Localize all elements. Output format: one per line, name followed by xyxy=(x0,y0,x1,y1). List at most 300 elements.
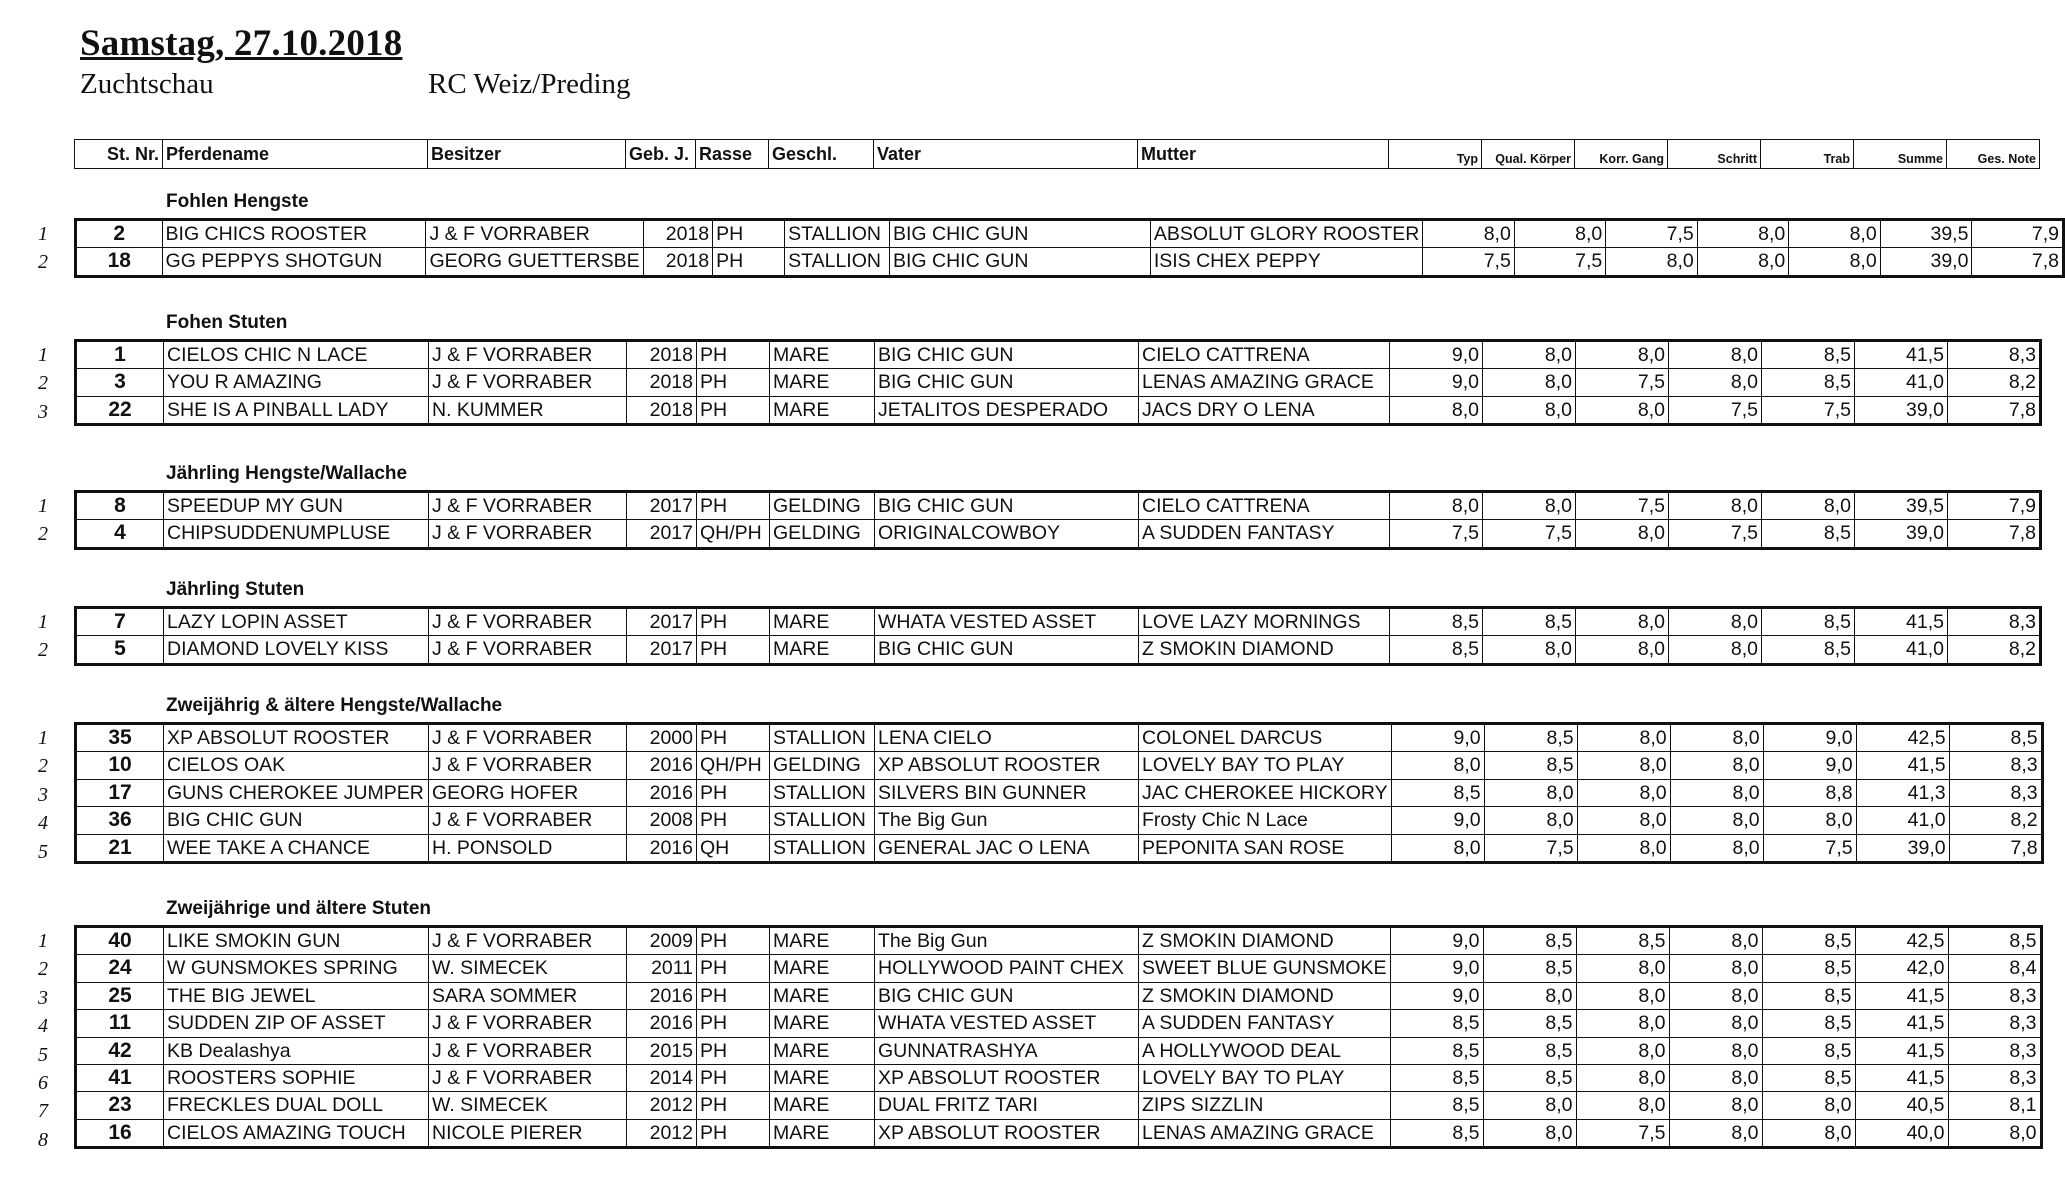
table-cell: J & F VORRABER xyxy=(429,752,627,779)
table-row xyxy=(76,834,2043,862)
table-cell: ROOSTERS SOPHIE xyxy=(164,1065,429,1092)
table-cell: 7,5 xyxy=(1762,396,1855,424)
table-cell: 2009 xyxy=(627,927,697,955)
table-cell: 8,0 xyxy=(1669,1037,1762,1064)
table-cell: 2011 xyxy=(627,955,697,982)
table-cell: 8,5 xyxy=(1483,1065,1576,1092)
column-header: Geb. J. xyxy=(626,140,696,169)
table-cell: 8,5 xyxy=(1483,955,1576,982)
table-cell: 2016 xyxy=(627,779,697,806)
rank-number: 1 xyxy=(38,611,48,633)
table-cell: 2018 xyxy=(627,369,697,396)
table-cell: 8,0 xyxy=(1576,341,1669,369)
table-cell: STALLION xyxy=(770,807,875,834)
table-cell: 1 xyxy=(76,341,164,369)
table-row xyxy=(76,396,2041,424)
table-cell: 2017 xyxy=(627,608,697,636)
table-row xyxy=(76,807,2043,834)
section-table xyxy=(74,490,2042,550)
table-cell: BIG CHIC GUN xyxy=(875,636,1139,664)
table-cell: SILVERS BIN GUNNER xyxy=(875,779,1139,806)
table-cell: W. SIMECEK xyxy=(429,1092,627,1119)
table-cell: PH xyxy=(697,396,770,424)
table-cell: 8,0 xyxy=(1577,724,1670,752)
table-cell: WHATA VESTED ASSET xyxy=(875,608,1139,636)
table-cell: GUNS CHEROKEE JUMPER xyxy=(164,779,429,806)
table-cell: GUNNATRASHYA xyxy=(875,1037,1139,1064)
column-header: Qual. Körper xyxy=(1482,140,1575,169)
table-cell: BIG CHICS ROOSTER xyxy=(162,220,426,248)
table-cell: MARE xyxy=(770,608,875,636)
table-cell: LOVELY BAY TO PLAY xyxy=(1139,752,1392,779)
table-cell: MARE xyxy=(770,369,875,396)
rank-number: 1 xyxy=(38,930,48,952)
table-cell: STALLION xyxy=(770,834,875,862)
table-cell: 40 xyxy=(76,927,164,955)
table-cell: 2017 xyxy=(627,492,697,520)
table-cell: STALLION xyxy=(770,724,875,752)
table-cell: PEPONITA SAN ROSE xyxy=(1139,834,1392,862)
table-cell: 7,5 xyxy=(1390,520,1483,548)
rank-number: 1 xyxy=(38,727,48,749)
table-cell: 8,5 xyxy=(1762,520,1855,548)
rank-number: 2 xyxy=(38,958,48,981)
table-row xyxy=(76,1037,2042,1064)
table-cell: YOU R AMAZING xyxy=(164,369,429,396)
column-header: Geschl. xyxy=(769,140,874,169)
table-cell: 8,0 xyxy=(1669,982,1762,1009)
table-cell: 8,0 xyxy=(1576,1092,1669,1119)
table-cell: 8,5 xyxy=(1762,982,1855,1009)
column-header: Besitzer xyxy=(428,140,626,169)
table-cell: 8,0 xyxy=(1576,1037,1669,1064)
table-cell: JAC CHEROKEE HICKORY xyxy=(1139,779,1392,806)
table-cell: 2016 xyxy=(627,982,697,1009)
table-cell: ISIS CHEX PEPPY xyxy=(1150,248,1423,276)
section-table xyxy=(74,925,2043,1149)
table-cell: 41,0 xyxy=(1855,636,1948,664)
table-cell: 2012 xyxy=(627,1119,697,1147)
table-cell: 17 xyxy=(76,779,164,806)
table-cell: 9,0 xyxy=(1763,752,1856,779)
table-cell: JACS DRY O LENA xyxy=(1139,396,1390,424)
table-cell: STALLION xyxy=(785,220,890,248)
table-cell: 8,5 xyxy=(1948,927,2041,955)
table-cell: GEORG GUETTERSBE xyxy=(426,248,643,276)
table-cell: ZIPS SIZZLIN xyxy=(1139,1092,1391,1119)
table-cell: PH xyxy=(697,927,770,955)
table-cell: J & F VORRABER xyxy=(429,492,627,520)
table-cell: 7,5 xyxy=(1606,220,1697,248)
table-cell: 2016 xyxy=(627,752,697,779)
table-cell: PH xyxy=(697,369,770,396)
table-cell: 8,5 xyxy=(1484,724,1577,752)
table-cell: 39,0 xyxy=(1856,834,1949,862)
table-cell: 39,0 xyxy=(1855,520,1948,548)
table-cell: 2000 xyxy=(627,724,697,752)
table-cell: 8,0 xyxy=(1483,1119,1576,1147)
table-cell: SARA SOMMER xyxy=(429,982,627,1009)
table-cell: XP ABSOLUT ROOSTER xyxy=(875,1065,1139,1092)
table-cell: 8,0 xyxy=(1670,807,1763,834)
table-cell: 8,5 xyxy=(1390,1010,1483,1037)
table-cell: 8,5 xyxy=(1390,1037,1483,1064)
table-cell: BIG CHIC GUN xyxy=(889,248,1150,276)
table-cell: J & F VORRABER xyxy=(429,1065,627,1092)
table-cell: 9,0 xyxy=(1390,982,1483,1009)
table-cell: 8,5 xyxy=(1484,752,1577,779)
table-cell: WEE TAKE A CHANCE xyxy=(164,834,429,862)
table-cell: CIELO CATTRENA xyxy=(1139,492,1390,520)
table-cell: 9,0 xyxy=(1391,724,1484,752)
table-cell: 8,5 xyxy=(1762,927,1855,955)
column-header: St. Nr. xyxy=(75,140,163,169)
table-cell: 8,0 xyxy=(1606,248,1697,276)
table-cell: 8,0 xyxy=(1576,955,1669,982)
table-cell: 18 xyxy=(76,248,163,276)
table-cell: HOLLYWOOD PAINT CHEX xyxy=(875,955,1139,982)
table-cell: J & F VORRABER xyxy=(429,636,627,664)
table-cell: 7,8 xyxy=(1949,834,2042,862)
table-cell: PH xyxy=(697,955,770,982)
table-cell: J & F VORRABER xyxy=(429,724,627,752)
table-cell: 4 xyxy=(76,520,164,548)
column-header: Mutter xyxy=(1138,140,1389,169)
table-cell: 8,0 xyxy=(1697,248,1788,276)
table-cell: 2008 xyxy=(627,807,697,834)
table-cell: SHE IS A PINBALL LADY xyxy=(164,396,429,424)
table-cell: 2018 xyxy=(627,396,697,424)
table-row xyxy=(76,341,2041,369)
table-cell: 8,0 xyxy=(1762,1119,1855,1147)
club-name: RC Weiz/Preding xyxy=(428,68,631,100)
column-header: Schritt xyxy=(1668,140,1761,169)
table-cell: 8,0 xyxy=(1670,724,1763,752)
table-cell: 2017 xyxy=(627,636,697,664)
table-cell: NICOLE PIERER xyxy=(429,1119,627,1147)
section-title: Zweijährige und ältere Stuten xyxy=(166,898,431,919)
table-cell: 8,5 xyxy=(1483,1037,1576,1064)
table-cell: J & F VORRABER xyxy=(429,341,627,369)
table-cell: PH xyxy=(697,1010,770,1037)
table-cell: 8,0 xyxy=(1576,1010,1669,1037)
table-cell: LOVE LAZY MORNINGS xyxy=(1139,608,1390,636)
table-cell: MARE xyxy=(770,1010,875,1037)
table-cell: 8,5 xyxy=(1390,1065,1483,1092)
table-cell: 8,3 xyxy=(1948,982,2041,1009)
table-cell: J & F VORRABER xyxy=(429,369,627,396)
table-cell: J & F VORRABER xyxy=(429,927,627,955)
table-cell: 8,0 xyxy=(1669,636,1762,664)
table-cell: QH/PH xyxy=(697,752,770,779)
table-cell: PH xyxy=(697,1037,770,1064)
table-cell: 8,0 xyxy=(1669,1092,1762,1119)
table-cell: The Big Gun xyxy=(875,807,1139,834)
table-cell: 8,2 xyxy=(1948,636,2041,664)
table-cell: J & F VORRABER xyxy=(429,1010,627,1037)
table-cell: 9,0 xyxy=(1390,955,1483,982)
event-name: Zuchtschau xyxy=(80,68,214,100)
table-cell: Z SMOKIN DIAMOND xyxy=(1139,927,1391,955)
rank-number: 2 xyxy=(38,372,48,395)
table-cell: BIG CHIC GUN xyxy=(875,492,1139,520)
table-cell: 22 xyxy=(76,396,164,424)
table-cell: 8,0 xyxy=(1669,608,1762,636)
table-cell: 40,5 xyxy=(1855,1092,1948,1119)
table-cell: 8,3 xyxy=(1948,1037,2041,1064)
table-cell: 8,5 xyxy=(1762,1010,1855,1037)
table-cell: THE BIG JEWEL xyxy=(164,982,429,1009)
table-cell: A HOLLYWOOD DEAL xyxy=(1139,1037,1391,1064)
table-cell: Z SMOKIN DIAMOND xyxy=(1139,982,1391,1009)
column-header: Ges. Note xyxy=(1947,140,2040,169)
table-cell: PH xyxy=(697,608,770,636)
table-cell: MARE xyxy=(770,1065,875,1092)
table-cell: 41,0 xyxy=(1856,807,1949,834)
table-cell: PH xyxy=(697,807,770,834)
column-header: Korr. Gang xyxy=(1575,140,1668,169)
table-cell: 8,0 xyxy=(1576,520,1669,548)
section-title: Jährling Stuten xyxy=(166,579,305,600)
table-cell: 8,0 xyxy=(1670,834,1763,862)
column-header: Pferdename xyxy=(163,140,428,169)
table-row xyxy=(76,1065,2042,1092)
table-cell: 8,5 xyxy=(1762,369,1855,396)
table-cell: 8,0 xyxy=(1483,1092,1576,1119)
table-cell: 8,0 xyxy=(1483,982,1576,1009)
table-cell: 23 xyxy=(76,1092,164,1119)
table-cell: 8,0 xyxy=(1423,220,1514,248)
table-cell: 8,5 xyxy=(1483,1010,1576,1037)
table-cell: 9,0 xyxy=(1390,341,1483,369)
table-cell: 8,0 xyxy=(1483,369,1576,396)
table-cell: 8,0 xyxy=(1697,220,1788,248)
table-cell: 41,5 xyxy=(1855,1037,1948,1064)
table-cell: CIELO CATTRENA xyxy=(1139,341,1390,369)
column-header: Vater xyxy=(874,140,1138,169)
table-cell: 8,5 xyxy=(1762,636,1855,664)
table-cell: GELDING xyxy=(770,492,875,520)
table-cell: CHIPSUDDENUMPLUSE xyxy=(164,520,429,548)
table-row xyxy=(76,492,2041,520)
column-header: Rasse xyxy=(696,140,769,169)
section-table xyxy=(74,606,2042,666)
table-cell: 2015 xyxy=(627,1037,697,1064)
table-cell: 8,3 xyxy=(1949,752,2042,779)
table-cell: N. KUMMER xyxy=(429,396,627,424)
table-cell: 7,9 xyxy=(1972,220,2064,248)
table-cell: MARE xyxy=(770,1037,875,1064)
table-row xyxy=(76,724,2043,752)
table-cell: 8,5 xyxy=(1762,608,1855,636)
rank-number: 2 xyxy=(38,755,48,778)
table-cell: CIELOS AMAZING TOUCH xyxy=(164,1119,429,1147)
table-cell: 8,3 xyxy=(1948,608,2041,636)
rank-number: 4 xyxy=(38,812,48,835)
table-cell: 2016 xyxy=(627,1010,697,1037)
table-cell: 8,0 xyxy=(1391,752,1484,779)
rank-number: 1 xyxy=(38,344,48,366)
table-cell: 2014 xyxy=(627,1065,697,1092)
table-cell: 8,0 xyxy=(1576,608,1669,636)
table-cell: 8,0 xyxy=(1762,492,1855,520)
table-cell: 8,3 xyxy=(1949,779,2042,806)
table-cell: QH xyxy=(697,834,770,862)
table-cell: SWEET BLUE GUNSMOKE xyxy=(1139,955,1391,982)
table-cell: J & F VORRABER xyxy=(429,608,627,636)
section-table xyxy=(74,722,2044,864)
table-row xyxy=(76,220,2064,248)
table-cell: 7,8 xyxy=(1948,520,2041,548)
rank-number: 5 xyxy=(38,1043,48,1066)
table-cell: J & F VORRABER xyxy=(426,220,643,248)
table-cell: 7,5 xyxy=(1484,834,1577,862)
table-cell: MARE xyxy=(770,396,875,424)
table-cell: STALLION xyxy=(785,248,890,276)
table-cell: JETALITOS DESPERADO xyxy=(875,396,1139,424)
table-cell: 8,0 xyxy=(1577,779,1670,806)
table-cell: 8,0 xyxy=(1577,834,1670,862)
table-cell: 8,2 xyxy=(1948,369,2041,396)
table-cell: 8,0 xyxy=(1669,369,1762,396)
table-cell: 8,0 xyxy=(1669,1065,1762,1092)
table-cell: 8,3 xyxy=(1948,1010,2041,1037)
table-cell: 41,5 xyxy=(1855,1010,1948,1037)
table-cell: CIELOS CHIC N LACE xyxy=(164,341,429,369)
rank-number: 6 xyxy=(38,1072,48,1094)
table-cell: Z SMOKIN DIAMOND xyxy=(1139,636,1390,664)
table-cell: 8,5 xyxy=(1762,1065,1855,1092)
table-cell: STALLION xyxy=(770,779,875,806)
table-cell: MARE xyxy=(770,1092,875,1119)
table-cell: 8,5 xyxy=(1483,927,1576,955)
table-cell: 8,5 xyxy=(1762,955,1855,982)
table-cell: DIAMOND LOVELY KISS xyxy=(164,636,429,664)
rank-number: 3 xyxy=(38,986,48,1009)
table-cell: ORIGINALCOWBOY xyxy=(875,520,1139,548)
table-row xyxy=(76,779,2043,806)
table-cell: KB Dealashya xyxy=(164,1037,429,1064)
table-cell: SUDDEN ZIP OF ASSET xyxy=(164,1010,429,1037)
table-cell: 8,0 xyxy=(1576,982,1669,1009)
table-row xyxy=(76,752,2043,779)
table-cell: CIELOS OAK xyxy=(164,752,429,779)
table-cell: 8,1 xyxy=(1948,1092,2041,1119)
table-cell: 41,5 xyxy=(1855,1065,1948,1092)
table-cell: 9,0 xyxy=(1763,724,1856,752)
table-cell: 8,0 xyxy=(1390,492,1483,520)
table-row xyxy=(76,248,2064,276)
table-cell: XP ABSOLUT ROOSTER xyxy=(875,1119,1139,1147)
table-cell: 39,5 xyxy=(1880,220,1972,248)
table-cell: 9,0 xyxy=(1390,927,1483,955)
section-table xyxy=(74,339,2042,426)
table-cell: 8,0 xyxy=(1483,636,1576,664)
table-cell: 8,8 xyxy=(1763,779,1856,806)
table-cell: The Big Gun xyxy=(875,927,1139,955)
table-cell: BIG CHIC GUN xyxy=(875,982,1139,1009)
table-cell: 2016 xyxy=(627,834,697,862)
table-cell: MARE xyxy=(770,341,875,369)
table-cell: PH xyxy=(713,248,785,276)
table-cell: BIG CHIC GUN xyxy=(889,220,1150,248)
table-cell: 8,0 xyxy=(1483,341,1576,369)
table-cell: 8,0 xyxy=(1789,220,1880,248)
table-cell: PH xyxy=(697,492,770,520)
table-cell: 8,3 xyxy=(1948,341,2041,369)
table-cell: QH/PH xyxy=(697,520,770,548)
table-row xyxy=(76,636,2041,664)
table-cell: GELDING xyxy=(770,520,875,548)
table-cell: LENAS AMAZING GRACE xyxy=(1139,369,1390,396)
table-cell: 7,5 xyxy=(1576,1119,1669,1147)
table-cell: PH xyxy=(697,1065,770,1092)
table-cell: 8,5 xyxy=(1390,608,1483,636)
table-cell: 2 xyxy=(76,220,163,248)
table-cell: WHATA VESTED ASSET xyxy=(875,1010,1139,1037)
rank-number: 2 xyxy=(38,523,48,546)
table-cell: PH xyxy=(713,220,785,248)
table-cell: 7,5 xyxy=(1763,834,1856,862)
table-cell: 2018 xyxy=(643,220,712,248)
table-row xyxy=(76,982,2042,1009)
table-cell: PH xyxy=(697,341,770,369)
table-cell: 8,0 xyxy=(1669,927,1762,955)
table-cell: 2012 xyxy=(627,1092,697,1119)
table-cell: 41,0 xyxy=(1855,369,1948,396)
table-cell: 7 xyxy=(76,608,164,636)
table-cell: 2018 xyxy=(643,248,712,276)
table-cell: GEORG HOFER xyxy=(429,779,627,806)
table-cell: 8,0 xyxy=(1948,1119,2041,1147)
rank-number: 4 xyxy=(38,1015,48,1038)
table-cell: 8,0 xyxy=(1576,1065,1669,1092)
section-title: Fohen Stuten xyxy=(166,312,288,333)
table-row xyxy=(76,369,2041,396)
table-cell: 24 xyxy=(76,955,164,982)
table-cell: 8,0 xyxy=(1514,220,1605,248)
table-cell: FRECKLES DUAL DOLL xyxy=(164,1092,429,1119)
table-cell: 25 xyxy=(76,982,164,1009)
table-cell: LAZY LOPIN ASSET xyxy=(164,608,429,636)
table-cell: 8,5 xyxy=(1949,724,2042,752)
table-cell: XP ABSOLUT ROOSTER xyxy=(875,752,1139,779)
table-cell: 7,5 xyxy=(1576,492,1669,520)
table-cell: 8,0 xyxy=(1484,779,1577,806)
rank-number: 8 xyxy=(38,1128,48,1151)
table-cell: 2018 xyxy=(627,341,697,369)
table-cell: W GUNSMOKES SPRING xyxy=(164,955,429,982)
table-cell: A SUDDEN FANTASY xyxy=(1139,1010,1391,1037)
table-cell: 41,5 xyxy=(1855,608,1948,636)
table-cell: 41,3 xyxy=(1856,779,1949,806)
table-cell: 8,0 xyxy=(1483,492,1576,520)
table-cell: DUAL FRITZ TARI xyxy=(875,1092,1139,1119)
table-cell: 8,0 xyxy=(1669,1010,1762,1037)
table-cell: 8,0 xyxy=(1669,955,1762,982)
table-cell: BIG CHIC GUN xyxy=(875,341,1139,369)
table-cell: PH xyxy=(697,724,770,752)
table-cell: GG PEPPYS SHOTGUN xyxy=(162,248,426,276)
table-cell: W. SIMECEK xyxy=(429,955,627,982)
table-cell: 8,5 xyxy=(1390,1119,1483,1147)
section-title: Fohlen Hengste xyxy=(166,191,309,212)
table-cell: 8,0 xyxy=(1763,807,1856,834)
table-cell: PH xyxy=(697,1119,770,1147)
table-cell: 11 xyxy=(76,1010,164,1037)
table-cell: 7,8 xyxy=(1948,396,2041,424)
table-cell: 41,5 xyxy=(1855,341,1948,369)
